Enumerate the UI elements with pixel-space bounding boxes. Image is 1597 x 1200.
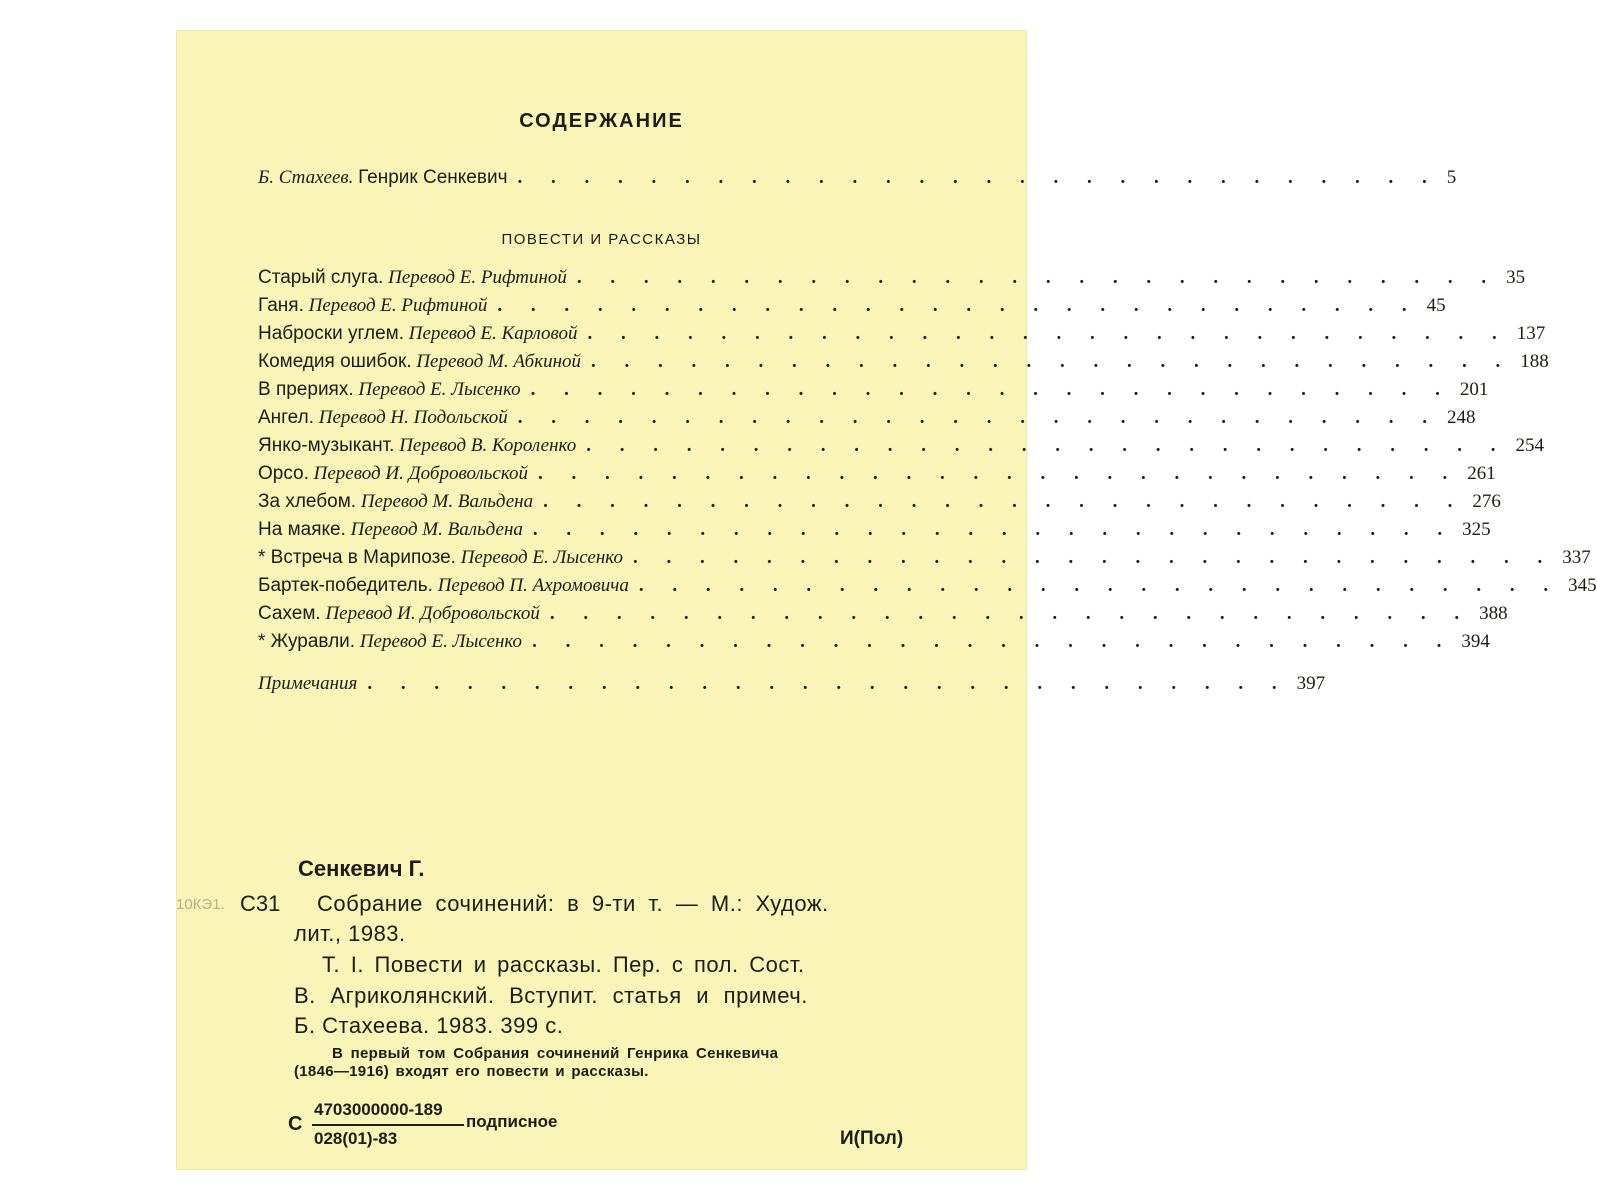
- bib-annotation-1: В первый том Собрания сочинений Генрика Сенкевича: [332, 1045, 779, 1062]
- leader-dots: . . . . . . . . . . . . . . . . . . . . . . . . . . . .: [587, 323, 1509, 344]
- bib-subscription: подписное: [466, 1112, 558, 1131]
- entry-title: Ангел.: [258, 407, 314, 428]
- toc-entry: [258, 379, 1489, 405]
- notes-page: 397: [1296, 673, 1326, 694]
- leader-dots: . . . . . . . . . . . . . . . . . . . . . . . . . . . .: [632, 547, 1555, 568]
- leader-dots: . . . . . . . . . . . . . . . . . . . . . . . . . . . .: [543, 491, 1465, 512]
- leader-dots: . . . . . . . . . . . . . . . . . . . . . . . . . . . .: [576, 267, 1499, 288]
- entry-title: Старый слуга.: [258, 267, 384, 288]
- toc-entry: [258, 323, 1546, 349]
- entry-title: Бартек-победитель.: [258, 575, 433, 596]
- entry-translator: Перевод В. Короленко: [399, 435, 577, 456]
- leader-dots: . . . . . . . . . . . . . . . . . . . . . . . . . . . .: [549, 603, 1472, 624]
- entry-page: 188: [1520, 351, 1549, 372]
- leader-dots: . . . . . . . . . . . . . . . . . . . . . . . . . . . .: [497, 295, 1419, 316]
- bib-line-1: Собрание сочинений: в 9-ти т. — М.: Худож.: [317, 891, 829, 916]
- entry-translator: Перевод Е. Лысенко: [358, 379, 521, 400]
- fraction-bar: [312, 1124, 464, 1126]
- toc-entry: [258, 463, 1496, 489]
- entry-title: Орсо.: [258, 463, 309, 484]
- entry-translator: Перевод Е. Лысенко: [460, 547, 623, 568]
- bib-line-3: Т. I. Повести и рассказы. Пер. с пол. Сост.: [322, 952, 805, 977]
- bib-denominator: 028(01)-83: [314, 1129, 398, 1148]
- bib-code: С31: [240, 891, 281, 916]
- entry-page: 35: [1506, 267, 1526, 288]
- entry-translator: Перевод Е. Рифтиной: [388, 267, 567, 288]
- entry-translator: Перевод И. Добровольской: [325, 603, 540, 624]
- toc-notes-row: [258, 673, 1326, 699]
- bib-annotation-2: (1846—1916) входят его повести и рассказы.: [294, 1063, 649, 1080]
- bib-author: Сенкевич Г.: [298, 856, 425, 881]
- bib-prefix-letter: С: [288, 1113, 303, 1135]
- entry-page: 325: [1462, 519, 1491, 540]
- toc-entry: [258, 351, 1549, 377]
- contents-heading: СОДЕРЖАНИЕ: [519, 110, 684, 132]
- intro-title: Генрик Сенкевич: [358, 167, 508, 188]
- toc-entry: [258, 603, 1508, 629]
- leader-dots: . . . . . . . . . . . . . . . . . . . . . . . . . . . .: [517, 407, 1440, 428]
- notes-title: Примечания: [258, 673, 358, 694]
- entry-title: В прериях.: [258, 379, 354, 400]
- leader-dots: . . . . . . . . . . . . . . . . . . . . . . . . . . . .: [638, 575, 1561, 596]
- entry-translator: Перевод М. Вальдена: [350, 519, 523, 540]
- entry-translator: Перевод Е. Рифтиной: [308, 295, 488, 316]
- entry-page: 394: [1461, 631, 1490, 652]
- intro-author: Б. Стахеев.: [258, 167, 354, 188]
- entry-title: Комедия ошибок.: [258, 351, 412, 372]
- entry-translator: Перевод Н. Подольской: [318, 407, 508, 428]
- entry-title: Сахем.: [258, 603, 321, 624]
- entry-title: За хлебом.: [258, 491, 357, 512]
- entry-page: 201: [1459, 379, 1489, 400]
- toc-entry: [258, 519, 1491, 545]
- entry-translator: Перевод П. Ахромовича: [437, 575, 629, 596]
- entry-page: 45: [1426, 295, 1446, 316]
- entry-title: * Журавли.: [258, 631, 356, 652]
- entry-translator: Перевод И. Добровольской: [313, 463, 529, 484]
- entry-translator: Перевод М. Абкиной: [416, 351, 582, 372]
- entry-title: На маяке.: [258, 519, 346, 540]
- entry-title: Янко-музыкант.: [258, 435, 395, 456]
- entry-translator: Перевод Е. Лысенко: [359, 631, 523, 652]
- leader-dots: . . . . . . . . . . . . . . . . . . . . . . . . . . . .: [532, 519, 1455, 540]
- toc-entry: [258, 631, 1490, 657]
- leader-dots: . . . . . . . . . . . . . . . . . . . . . . . . . . . .: [530, 379, 1452, 400]
- intro-page: 5: [1446, 167, 1457, 188]
- toc-entry: [258, 407, 1476, 433]
- entry-page: 261: [1467, 463, 1496, 484]
- entry-title: Ганя.: [258, 295, 304, 316]
- bib-faded-mark: 10КЭ1.: [176, 896, 225, 913]
- entry-page: 337: [1562, 547, 1591, 568]
- section-title: ПОВЕСТИ И РАССКАЗЫ: [501, 231, 702, 248]
- leader-dots: . . . . . . . . . . . . . . . . . . . . . . . . . . . .: [586, 435, 1508, 456]
- toc-entry: [258, 547, 1591, 573]
- leader-dots: . . . . . . . . . . . . . . . . . . . . . . . . . . . .: [538, 463, 1460, 484]
- toc-entry: [258, 575, 1597, 601]
- bib-line-5: Б. Стахеева. 1983. 399 с.: [294, 1013, 564, 1038]
- toc-intro-row: [258, 167, 1457, 193]
- entry-translator: Перевод М. Вальдена: [360, 491, 534, 512]
- toc-entry: [258, 491, 1501, 517]
- bib-classification: И(Пол): [840, 1128, 904, 1149]
- leader-dots: . . . . . . . . . . . . . . . . . . . . . . . . . . . .: [591, 351, 1513, 372]
- book-page: [176, 30, 1597, 1170]
- entry-page: 388: [1479, 603, 1508, 624]
- entry-page: 254: [1515, 435, 1544, 456]
- leader-dots: . . . . . . . . . . . . . . . . . . . . . . . . . . . .: [367, 673, 1289, 694]
- bib-line-2: лит., 1983.: [294, 921, 406, 946]
- entry-page: 345: [1568, 575, 1597, 596]
- bib-numerator: 4703000000-189: [314, 1100, 443, 1119]
- toc-entry: [258, 267, 1526, 293]
- bib-line-4: В. Агриколянский. Вступит. статья и примеч.: [294, 983, 808, 1008]
- toc-entry: [258, 295, 1446, 321]
- toc-entry: [258, 435, 1544, 461]
- entry-page: 248: [1447, 407, 1476, 428]
- entry-translator: Перевод Е. Карловой: [408, 323, 578, 344]
- entry-page: 276: [1472, 491, 1501, 512]
- leader-dots: . . . . . . . . . . . . . . . . . . . . . . . . . . . .: [532, 631, 1454, 652]
- entry-page: 137: [1516, 323, 1546, 344]
- entry-title: Наброски углем.: [258, 323, 405, 344]
- leader-dots: . . . . . . . . . . . . . . . . . . . . . . . . . . . .: [517, 167, 1439, 188]
- entry-title: * Встреча в Марипозе.: [258, 547, 456, 568]
